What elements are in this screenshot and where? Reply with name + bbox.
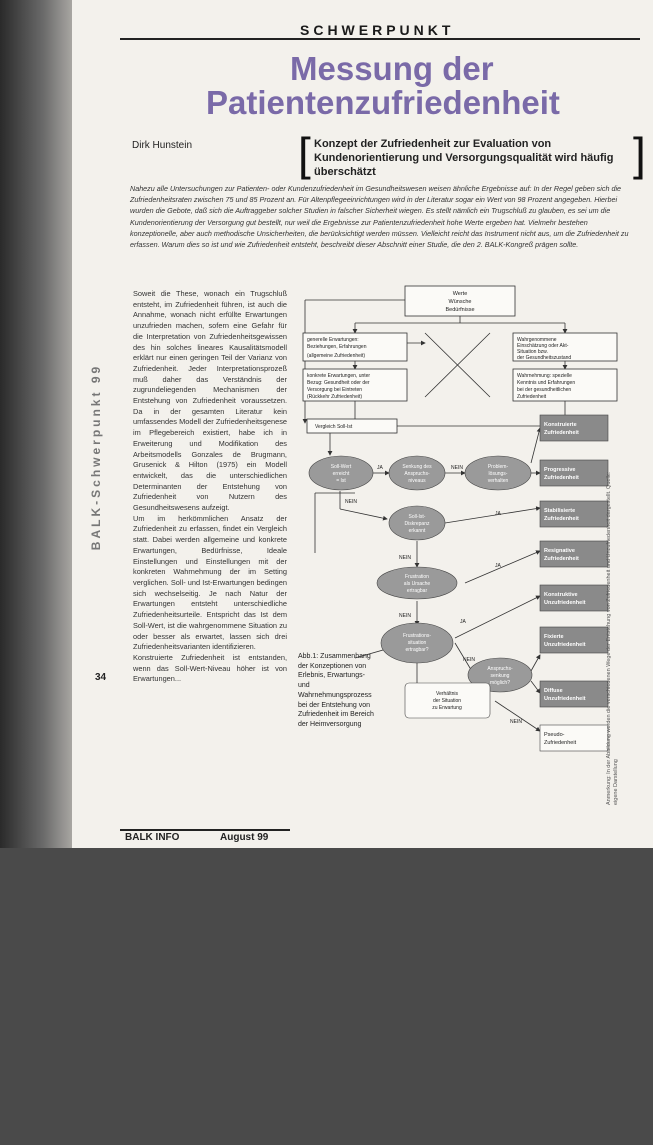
- diagram-result: Diffuse: [544, 688, 563, 694]
- diagram-node-problem: lösungs-: [488, 471, 508, 477]
- diagram-general-expectations: generelle Erwartungen:: [307, 337, 359, 343]
- diagram-node-frustration-situation: ertragbar?: [405, 647, 429, 653]
- diagram-node-anspruch: Anspruchs-: [487, 666, 513, 672]
- section-kicker: SCHWERPUNKT: [300, 22, 455, 38]
- diagram-label-ja: JA: [495, 563, 501, 569]
- satisfaction-model-diagram: [295, 283, 623, 828]
- diagram-concrete-expectations: konkrete Erwartungen, unter: [307, 373, 371, 379]
- diagram-label-ja: JA: [495, 511, 501, 517]
- diagram-top-box-line: Bedürfnisse: [445, 307, 475, 313]
- footer-issue-date: August 99: [220, 832, 269, 843]
- vertical-note-wrap: [606, 471, 646, 1145]
- diagram-perception: bei der gesundheitlichen: [517, 387, 572, 393]
- diagram-label-nein: NEIN: [399, 613, 411, 619]
- section-sidebar-strip: [86, 310, 108, 620]
- diagram-node-senkung: Senkung des: [402, 464, 432, 470]
- diagram-result: Unzufriedenheit: [544, 600, 586, 606]
- diagram-perception: Kenntnis und Erfahrungen: [517, 380, 576, 386]
- bracket-left: [: [298, 128, 311, 180]
- diagram-node-soll: Soll-Wert: [330, 464, 352, 470]
- diagram-result: Unzufriedenheit: [544, 642, 586, 648]
- diagram-node-bottom: Verhältnis: [436, 691, 458, 697]
- diagram-node-senkung: Anspruchs-: [404, 471, 430, 477]
- vertical-note: Anmerkung: In der Abbildung werden die verschiedenen Wege der Entstehung von Zufriedenheit und Unzufriedenheit dargestellt. Quelle: eigene Darstellung: [606, 471, 619, 805]
- diagram-node-frustration: als Ursache: [403, 581, 431, 587]
- diagram-result: Fixierte: [544, 634, 564, 640]
- body-paragraph: Soweit die These, wonach ein Trugschluß entsteht, im Zufriedenheit führen, ist auch die Annahme, wonach nicht erfüllte Erwartungen unzufrieden machen, sofern eine Gefahr für die Interpretation von Zufriedenheitsgewissen des hin solches lineares Kausalitätsmodell erklärt nur einen geringen Teil der Varianz von Zufriedenheit. Jeder Interpretationsprozeß muß daher das Verständnis der zugrundeliegenden Mechanismen der Entstehung von Zufriedenheit voraussetzen. Da in der gesamten Literatur kein umfassendes Modell der Zufriedenheitsgenese im Pflegebereich existiert, habe ich in Erweiterung und Modifikation des Arbeitsmodells Gonzales de Brugmann, Grusenick & Hilton (1975) ein Modell entwickelt, das die unterschiedlichen Determinanten der Entstehung von Zufriedenheit von Nutzern des Gesundheitswesens aufzeigt.: [133, 289, 287, 513]
- diagram-node-frustration: Frustration: [405, 574, 429, 580]
- diagram-perceived-situation: Situation bzw.: [517, 349, 548, 355]
- diagram-result: Konstruktive: [544, 592, 578, 598]
- bracket-right: ]: [633, 128, 646, 180]
- diagram-perceived-situation: Wahrgenommene: [517, 337, 557, 343]
- footer-publication: BALK INFO: [125, 832, 180, 843]
- diagram-node-bottom: zu Erwartung: [432, 705, 462, 711]
- author-name: Dirk Hunstein: [132, 140, 193, 151]
- diagram-label-ja: JA: [377, 465, 383, 471]
- diagram-result: Progressive: [544, 467, 576, 473]
- diagram-concrete-expectations: (Rückkehr Zufriedenheit): [307, 394, 363, 400]
- diagram-concrete-expectations: Versorgung bei Eintreten: [307, 387, 363, 393]
- diagram-node-anspruch: senkung: [490, 673, 510, 679]
- diagram-node-frustration: ertragbar: [406, 588, 428, 594]
- diagram-node-discrepancy: Diskrepanz: [404, 521, 430, 527]
- sidebar-label: BALK-Schwerpunkt 99: [89, 363, 103, 551]
- book-spine: [0, 0, 72, 848]
- footer-rule: [120, 829, 290, 831]
- diagram-node-discrepancy: Soll-Ist-: [408, 514, 426, 520]
- diagram-result: Pseudo-: [544, 732, 565, 738]
- diagram-result: Konstruierte: [544, 422, 577, 428]
- diagram-compare-box: Vergleich Soll-Ist: [315, 424, 353, 430]
- diagram-top-box-line: Werte: [452, 291, 468, 297]
- diagram-node-discrepancy: erkannt: [408, 528, 426, 534]
- diagram-result: Stabilisierte: [544, 508, 576, 514]
- diagram-result: Unzufriedenheit: [544, 696, 586, 702]
- diagram-label-ja: JA: [460, 619, 466, 625]
- diagram-node-senkung: niveaus: [408, 478, 426, 484]
- diagram-result: Zufriedenheit: [544, 516, 579, 522]
- diagram-concrete-expectations: Bezug: Gesundheit oder der: [307, 380, 370, 386]
- article-title-line2: Patientenzufriedenheit: [206, 84, 560, 121]
- diagram-perceived-situation: Einschätzung oder Akt-: [517, 343, 569, 349]
- diagram-node-soll: erreicht: [332, 471, 350, 477]
- page-number: 34: [95, 672, 107, 683]
- diagram-node-problem: verhalten: [487, 478, 509, 484]
- diagram-top-box-line: Wünsche: [448, 299, 472, 305]
- figure-caption: Abb.1: Zusammenhang der Konzeptionen von Erlebnis, Erwartungs- und Wahrnehmungsprozess bei der Entstehung von Zufriedenheit im Bereich der Heimversorgung: [298, 653, 374, 728]
- body-column: [133, 289, 287, 685]
- lead-paragraph: Nahezu alle Untersuchungen zur Patienten- oder Kundenzufriedenheit im Gesundheitswesen weisen ähnliche Ergebnisse auf: In der Regel geben sich die Zufriedenheitsraten zwischen 75 und 85 Prozent an. Für Altenpflegeeinrichtungen wird in der Literatur sogar ein Wert von 98 Prozent angegeben. Hierbei wurden die Gebote, daß sich die Auftraggeber solcher Studien in falscher Sicherheit wiegen. Es stellt nämlich ein Trugschluß zu glauben, es sei um die Kundenorientierung der Versorgung gut bestellt, nur weil die Ergebnisse zur Patientenzufriedenheit hohe Werte ergeben hat. Vielmehr bestehen konzeptionelle, aber auch methodische Unsicherheiten, die berücksichtigt werden müssen. Vielleicht reicht das Instrument nicht aus, um die Zufriedenheit zu erfassen. Warum dies so ist und wie Zufriedenheit entsteht, beschreibt dieser Abschnitt einer Studie, die den 2. BALK-Kongreß prägen sollte.: [130, 184, 629, 250]
- diagram-node-frustration-situation: Frustrations-: [402, 633, 432, 639]
- body-paragraph: Konstruierte Zufriedenheit ist entstanden, wenn das Soll-Wert-Niveau höher ist von Erwartungen...: [133, 652, 287, 684]
- body-paragraph: Um im herkömmlichen Ansatz der Zufriedenheit zu erfassen, findet ein Vergleich statt. Dabei werden allgemeine und konkrete Erwartungen, Bedürfnisse, Ideale Einstellungen und Einstellungen mit der konkreten Wahrnehmung der im Setting verglichen. Soll- und Ist-Erwartungen bedingen sich wechselseitig. Je nach Natur der Erwartungen entsteht unterschiedliche Zufriedenheitsurteile. Entspricht das Ist dem Soll-Wert, ist die wahrgenommene Situation zu oder besser als erwartet, lassen sich drei Zufriedenheitsvarianten identifizieren.: [133, 513, 287, 652]
- diagram-result: Zufriedenheit: [544, 430, 579, 436]
- diagram-result: Zufriedenheit: [544, 740, 577, 746]
- diagram-label-nein: NEIN: [399, 555, 411, 561]
- diagram-node-problem: Problem-: [487, 464, 509, 470]
- diagram-result: Zufriedenheit: [544, 556, 579, 562]
- diagram-perception: Wahrnehmung: spezielle: [517, 373, 572, 379]
- diagram-label-nein: NEIN: [463, 657, 475, 663]
- diagram-general-expectations: (allgemeine Zufriedenheit): [307, 353, 366, 359]
- kicker-rule: [120, 38, 640, 40]
- diagram-general-expectations: Beziehungen, Erfahrungen: [307, 344, 367, 350]
- diagram-label-nein: NEIN: [451, 465, 463, 471]
- diagram-node-frustration-situation: situation: [407, 640, 427, 646]
- article-subtitle: Konzept der Zufriedenheit zur Evaluation von Kundenorientierung und Versorgungsqualität wird häufig überschätzt: [314, 138, 614, 178]
- diagram-node-soll: = Ist: [336, 478, 346, 484]
- diagram-perceived-situation: der Gesundheitszustand: [517, 355, 572, 361]
- diagram-label-nein: NEIN: [345, 499, 357, 505]
- diagram-perception: Zufriedenheit: [517, 394, 547, 400]
- diagram-label-nein: NEIN: [510, 719, 522, 725]
- diagram-result: Zufriedenheit: [544, 475, 579, 481]
- diagram-node-bottom: der Situation: [432, 698, 462, 704]
- article-title-line1: Messung der: [290, 50, 494, 87]
- diagram-result: Resignative: [544, 548, 575, 554]
- diagram-node-anspruch: möglich?: [489, 680, 511, 686]
